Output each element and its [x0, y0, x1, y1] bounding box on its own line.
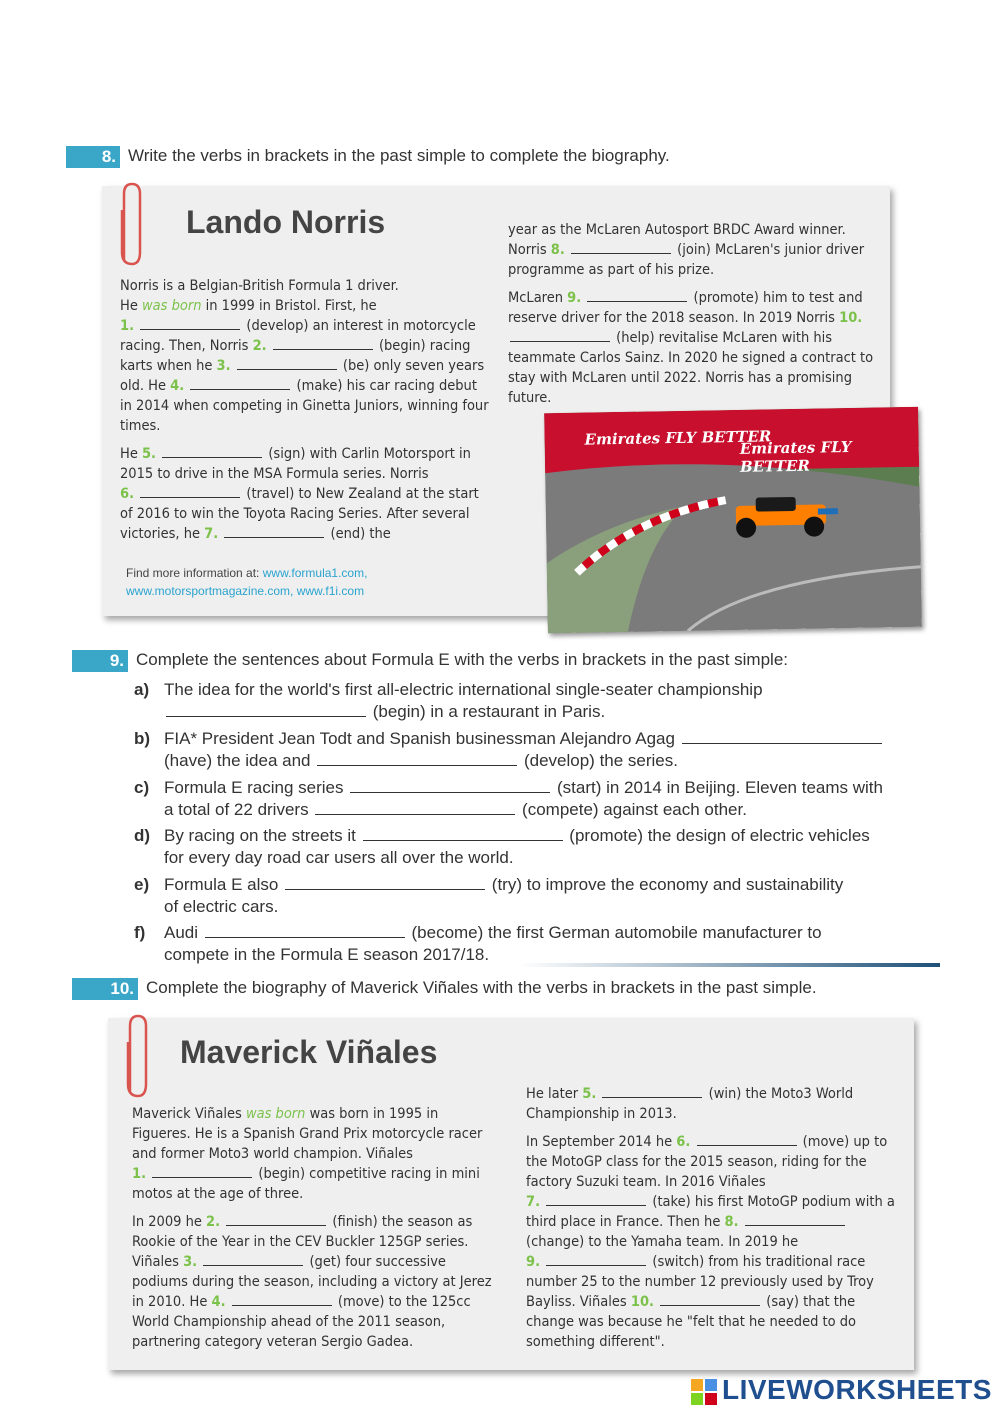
question-label: c): [134, 778, 150, 797]
answer-blank-3[interactable]: [203, 1253, 303, 1266]
text: (try) to improve the economy and sustainability: [491, 875, 844, 894]
blank-number: 2.: [206, 1214, 221, 1230]
text: (compete) against each other.: [522, 800, 747, 819]
blank-number: 1.: [120, 318, 135, 334]
blank-number: 5.: [141, 446, 157, 462]
question-e: [134, 874, 934, 918]
text: McLaren: [508, 290, 568, 306]
answer-blank-f[interactable]: [205, 925, 405, 938]
text: (begin) racing karts when he: [120, 338, 471, 374]
text: (say) that the change was because he "felt that he needed to do something different".: [526, 1294, 857, 1350]
text: The idea for the world's first all-electric international single-seater championship: [164, 680, 763, 699]
text: (move) to the 125cc World Championship ahead of the 2011 season, partnering category veteran Sergio Gadea.: [132, 1294, 471, 1350]
text: (develop) the series.: [523, 751, 678, 770]
text: year as the McLaren Autosport BRDC Award winner. Norris: [508, 222, 846, 258]
text: In 2009 he: [132, 1214, 207, 1230]
text: (make) his car racing debut in 2014 when competing in Ginetta Juniors, winning four times.: [120, 378, 489, 434]
find-more-info: [126, 564, 426, 600]
link-motorsport[interactable]: www.motorsportmagazine.com, www.f1i.com: [126, 584, 365, 598]
text: (be) only seven years old. He: [120, 358, 485, 394]
answer-blank-2[interactable]: [226, 1213, 326, 1226]
blank-number: 7.: [526, 1194, 541, 1210]
banner-text-1: Emirates FLY BETTER: [584, 427, 772, 449]
question-c: [134, 777, 934, 821]
example-answer: was born: [245, 1106, 306, 1122]
answer-blank-7[interactable]: [546, 1193, 646, 1206]
answer-blank-8[interactable]: [571, 241, 671, 254]
exercise-9-instruction: Complete the sentences about Formula E with the verbs in brackets in the past simple:: [136, 650, 788, 669]
text: Formula E racing series: [164, 778, 344, 797]
text: (have) the idea and: [164, 751, 311, 770]
text: in 1999 in Bristol. First, he: [201, 298, 377, 314]
blank-number: 9.: [567, 290, 582, 306]
liveworksheets-logo: [690, 1376, 990, 1408]
paperclip-icon: [114, 180, 150, 270]
divider-line: [520, 963, 940, 967]
text: for every day road car users all over the world.: [164, 848, 514, 867]
answer-blank-6[interactable]: [697, 1133, 797, 1146]
text: Formula E also: [164, 875, 279, 894]
text: (start) in 2014 in Beijing. Eleven teams with: [556, 778, 883, 797]
text: (switch) from his traditional race number 25 to the number 12 previously used by Troy Bayliss. Viñales: [526, 1254, 874, 1310]
blank-number: 3.: [216, 358, 231, 374]
answer-blank-2[interactable]: [273, 337, 373, 350]
question-label: f): [134, 923, 146, 942]
racing-photo: [544, 407, 922, 633]
blank-number: 7.: [204, 526, 219, 542]
blank-number: 3.: [183, 1254, 198, 1270]
right-column: [508, 220, 878, 416]
text: (sign) with Carlin Motorsport in 2015 to drive in the MSA Formula series. Norris: [120, 446, 471, 482]
blank-number: 2.: [252, 338, 267, 354]
text: of electric cars.: [164, 897, 279, 916]
text: (get) four successive podiums during the season, including a victory at Jerez in 2010. He: [132, 1254, 492, 1310]
text: He: [120, 446, 142, 462]
blank-number: 6.: [120, 486, 135, 502]
exercise-8-instruction: Write the verbs in brackets in the past simple to complete the biography.: [128, 146, 670, 165]
blank-number: 4.: [170, 378, 185, 394]
logo-text: LIVEWORKSHEETS: [722, 1374, 992, 1405]
link-formula1[interactable]: www.formula1.com,: [262, 566, 368, 580]
question-b: [134, 728, 934, 772]
blank-number: 5.: [582, 1086, 597, 1102]
question-label: b): [134, 729, 151, 748]
logo-icon: [690, 1378, 718, 1406]
card-title: Maverick Viñales: [180, 1034, 438, 1070]
question-a: [134, 679, 934, 723]
text: FIA* President Jean Todt and Spanish businessman Alejandro Agag: [164, 729, 675, 748]
text: Audi: [164, 923, 199, 942]
text: (begin) in a restaurant in Paris.: [372, 702, 606, 721]
exercise-8-number: 8.: [66, 146, 120, 168]
answer-blank-e[interactable]: [285, 877, 485, 890]
answer-blank-6[interactable]: [140, 485, 240, 498]
text: He later: [526, 1086, 583, 1102]
blank-number: 8.: [550, 242, 565, 258]
blank-number: 10.: [839, 310, 863, 326]
maverick-vinales-card: [108, 1018, 914, 1370]
answer-blank-4[interactable]: [190, 377, 290, 390]
text: Norris is a Belgian-British Formula 1 driver.: [120, 278, 399, 294]
text: compete in the Formula E season 2017/18.: [164, 945, 490, 964]
answer-blank-5[interactable]: [602, 1085, 702, 1098]
text: was born in 1995 in Figueres. He is a Spanish Grand Prix motorcycle racer and former Moto3 world champion. Viñales: [132, 1106, 483, 1162]
blank-number: 9.: [526, 1254, 541, 1270]
answer-blank-10[interactable]: [660, 1293, 760, 1306]
answer-blank-5[interactable]: [162, 445, 262, 458]
answer-blank-b2[interactable]: [317, 753, 517, 766]
answer-blank-9[interactable]: [587, 289, 687, 302]
answer-blank-1[interactable]: [140, 317, 240, 330]
text: (help) revitalise McLaren with his teammate Carlos Sainz. In 2020 he signed a contract to stay with McLaren until 2022. Norris has a promising future.: [508, 330, 874, 406]
answer-blank-4[interactable]: [232, 1293, 332, 1306]
exercise-10-instruction: Complete the biography of Maverick Viñales with the verbs in brackets in the past simple.: [146, 978, 817, 997]
answer-blank-9[interactable]: [546, 1253, 646, 1266]
answer-blank-d[interactable]: [363, 828, 563, 841]
text: (change) to the Yamaha team. In 2019 he: [526, 1234, 799, 1250]
text: (travel) to New Zealand at the start of 2016 to win the Toyota Racing Series. After several victories, he: [120, 486, 479, 542]
exercise-9-number: 9.: [72, 650, 128, 672]
text: (take) his first MotoGP podium with a third place in France. Then he: [526, 1194, 895, 1230]
text: Maverick Viñales: [132, 1106, 246, 1122]
answer-blank-1[interactable]: [152, 1165, 252, 1178]
blank-number: 8.: [724, 1214, 739, 1230]
answer-blank-c2[interactable]: [315, 802, 515, 815]
text: (move) up to the MotoGP class for the 2015 season, riding for the factory Suzuki team. In 2016 Viñales: [526, 1134, 888, 1190]
right-column: [526, 1084, 904, 1360]
text: (finish) the season as Rookie of the Year in the CEV Buckler 125GP series. Viñales: [132, 1214, 473, 1270]
text: (join) McLaren's junior driver programme as part of his prize.: [508, 242, 865, 278]
text: In September 2014 he: [526, 1134, 677, 1150]
paperclip-icon: [120, 1012, 156, 1102]
answer-blank-a[interactable]: [166, 704, 366, 717]
text: (end) the: [330, 526, 391, 542]
banner-text-2: Emirates FLY BETTER: [739, 437, 852, 476]
exercise-10-number: 10.: [72, 978, 138, 1000]
question-label: a): [134, 680, 150, 699]
answer-blank-3[interactable]: [237, 357, 337, 370]
text: (begin) competitive racing in mini motos at the age of three.: [132, 1166, 480, 1202]
answer-blank-b1[interactable]: [682, 731, 882, 744]
answer-blank-7[interactable]: [224, 525, 324, 538]
question-label: d): [134, 826, 151, 845]
blank-number: 1.: [132, 1166, 147, 1182]
blank-number: 10.: [630, 1294, 654, 1310]
left-column: [132, 1104, 494, 1360]
text: (develop) an interest in motorcycle racing. Then, Norris: [120, 318, 476, 354]
left-column: [120, 276, 490, 552]
answer-blank-8[interactable]: [745, 1213, 845, 1226]
text: (become) the first German automobile manufacturer to: [411, 923, 822, 942]
text: He: [120, 298, 142, 314]
question-label: e): [134, 875, 150, 894]
text: a total of 22 drivers: [164, 800, 309, 819]
question-d: [134, 825, 934, 869]
text: (promote) the design of electric vehicles: [569, 826, 870, 845]
example-answer: was born: [141, 298, 202, 314]
text: (win) the Moto3 World Championship in 2013.: [526, 1086, 854, 1122]
text: (promote) him to test and reserve driver for the 2018 season. In 2019 Norris: [508, 290, 863, 326]
answer-blank-10[interactable]: [510, 329, 610, 342]
text: By racing on the streets it: [164, 826, 356, 845]
blank-number: 6.: [676, 1134, 691, 1150]
answer-blank-c1[interactable]: [350, 780, 550, 793]
card-title: Lando Norris: [186, 204, 386, 240]
blank-number: 4.: [211, 1294, 226, 1310]
question-f: [134, 922, 934, 966]
text: Find more information at:: [126, 566, 263, 580]
